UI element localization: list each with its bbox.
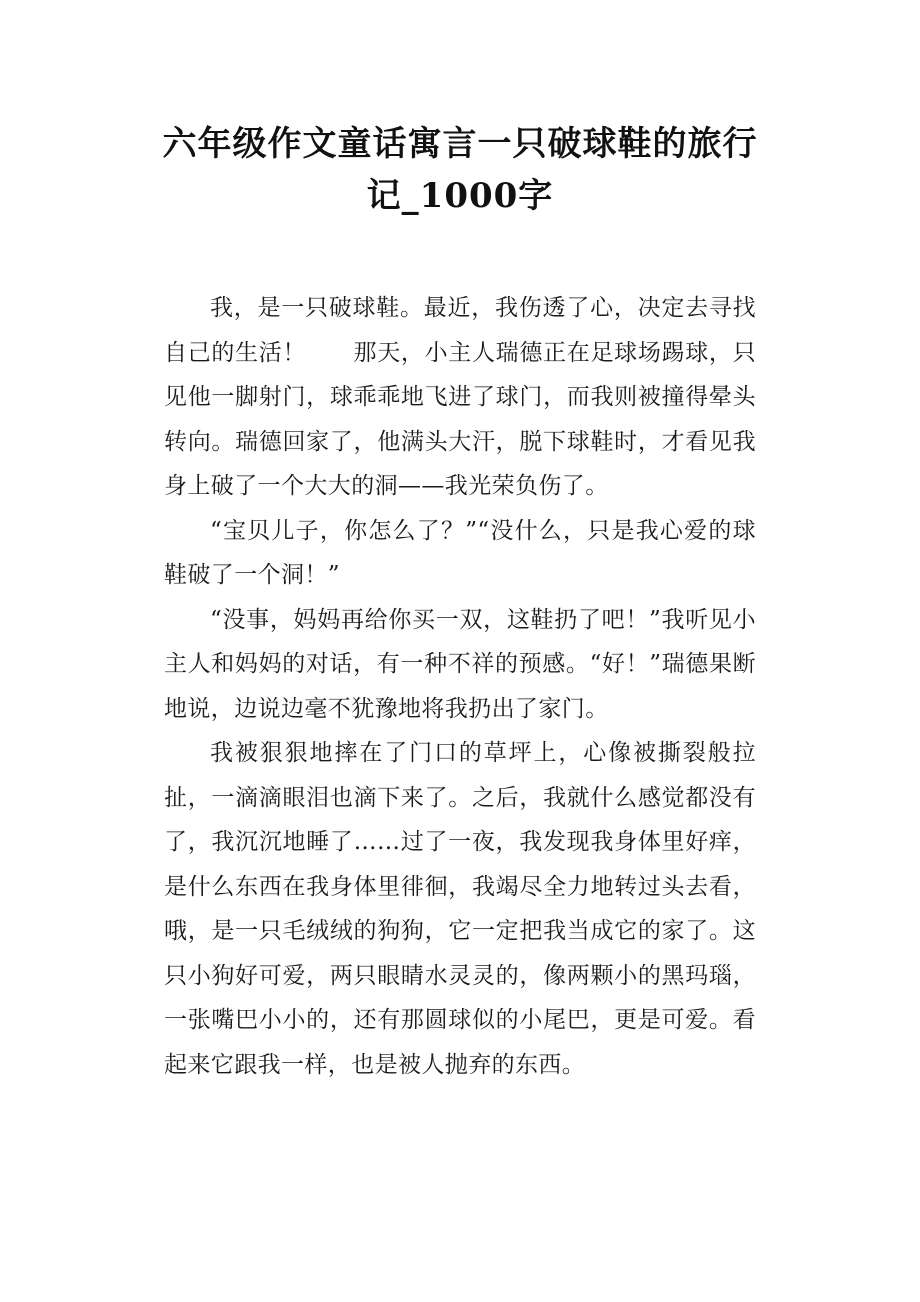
paragraph: 我被狠狠地摔在了门口的草坪上，心像被撕裂般拉扯，一滴滴眼泪也滴下来了。之后，我就什么感觉都没有了，我沉沉地睡了……过了一夜，我发现我身体里好痒，是什么东西在我身体里徘徊，我竭尽全力地转过头去看，哦，是一只毛绒绒的狗狗，它一定把我当成它的家了。这只小狗好可爱，两只眼睛水灵灵的，像两颗小的黑玛瑙，一张嘴巴小小的，还有那圆球似的小尾巴，更是可爱。看起来它跟我一样，也是被人抛弃的东西。 (164, 740, 756, 1078)
document-body (164, 286, 756, 1087)
paragraph: “宝贝儿子，你怎么了？”“没什么，只是我心爱的球鞋破了一个洞！” (164, 517, 756, 588)
document-title: 六年级作文童话寓言一只破球鞋的旅行记_1000字 (162, 124, 758, 216)
paragraph: “没事，妈妈再给你买一双，这鞋扔了吧！”我听见小主人和妈妈的对话，有一种不祥的预感。“好！”瑞德果断地说，边说边毫不犹豫地将我扔出了家门。 (164, 606, 756, 722)
paragraph: 我，是一只破球鞋。最近，我伤透了心，决定去寻找自己的生活！ 那天，小主人瑞德正在足球场踢球，只见他一脚射门，球乖乖地飞进了球门，而我则被撞得晕头转向。瑞德回家了，他满头大汗，脱下球鞋时，才看见我身上破了一个大大的洞——我光荣负伤了。 (164, 295, 756, 499)
